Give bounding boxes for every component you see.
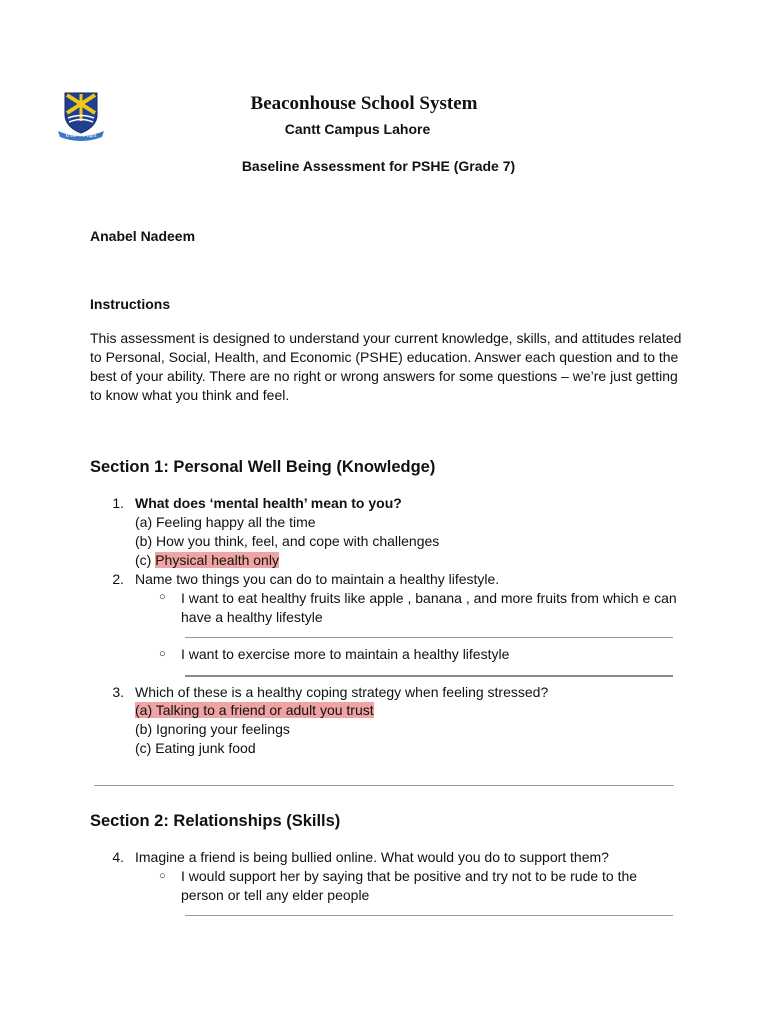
q3-option-c: (c) Eating junk food <box>135 740 256 756</box>
question-number: 3. <box>112 684 124 700</box>
instructions-text <box>90 329 682 405</box>
logo-motto: Know The Light <box>65 133 97 138</box>
section-2-title: Section 2: Relationships (Skills) <box>90 812 341 830</box>
q3-option-b: (b) Ignoring your feelings <box>135 721 290 737</box>
answer-line: have a healthy lifestyle <box>181 609 323 625</box>
section-divider <box>94 785 674 786</box>
question-number: 2. <box>112 571 124 587</box>
q1-option-c <box>135 552 279 568</box>
q1-option-a: (a) Feeling happy all the time <box>135 514 316 530</box>
instructions-line: to know what you think and feel. <box>90 387 290 403</box>
answer-underline <box>185 675 673 677</box>
question-3-text: Which of these is a healthy coping strategy when feeling stressed? <box>135 684 549 700</box>
q1-selected-answer-highlight: Physical health only <box>155 552 279 568</box>
answer-underline <box>185 637 673 638</box>
q2-answer-2: I want to exercise more to maintain a healthy lifestyle <box>181 646 510 662</box>
q1-option-b: (b) How you think, feel, and cope with challenges <box>135 533 440 549</box>
q3-selected-answer-highlight: (a) Talking to a friend or adult you trust <box>135 702 374 718</box>
q2-answer-1 <box>181 589 681 627</box>
instructions-heading: Instructions <box>90 296 171 312</box>
campus-name: Cantt Campus Lahore <box>284 121 431 137</box>
instructions-line: This assessment is designed to understand your current knowledge, skills, and attitudes related <box>90 330 682 346</box>
question-1-text: What does ‘mental health’ mean to you? <box>135 495 402 511</box>
hollow-bullet-icon: ○ <box>159 648 166 660</box>
q4-answer <box>181 867 681 905</box>
question-4-text: Imagine a friend is being bullied online. What would you do to support them? <box>135 849 609 865</box>
question-number: 4. <box>112 849 124 865</box>
student-name: Anabel Nadeem <box>90 228 196 244</box>
q3-option-a <box>135 702 374 718</box>
answer-line: person or tell any elder people <box>181 887 370 903</box>
answer-line: I want to eat healthy fruits like apple , banana , and more fruits from which e can <box>181 590 677 606</box>
instructions-line: best of your ability. There are no right or wrong answers for some questions – we’re just getting <box>90 368 678 384</box>
school-name: Beaconhouse School System <box>250 93 478 114</box>
question-2-text: Name two things you can do to maintain a healthy lifestyle. <box>135 571 500 587</box>
section-1-title: Section 1: Personal Well Being (Knowledge) <box>90 458 436 476</box>
answer-line: I would support her by saying that be positive and try not to be rude to the <box>181 868 638 884</box>
answer-underline <box>185 915 673 916</box>
question-number: 1. <box>112 495 124 511</box>
q1-option-c-prefix: (c) <box>135 552 156 568</box>
hollow-bullet-icon: ○ <box>159 591 166 603</box>
assessment-title: Baseline Assessment for PSHE (Grade 7) <box>241 158 516 174</box>
instructions-line: to Personal, Social, Health, and Economic (PSHE) education. Answer each question and to the <box>90 349 679 365</box>
hollow-bullet-icon: ○ <box>159 870 166 882</box>
